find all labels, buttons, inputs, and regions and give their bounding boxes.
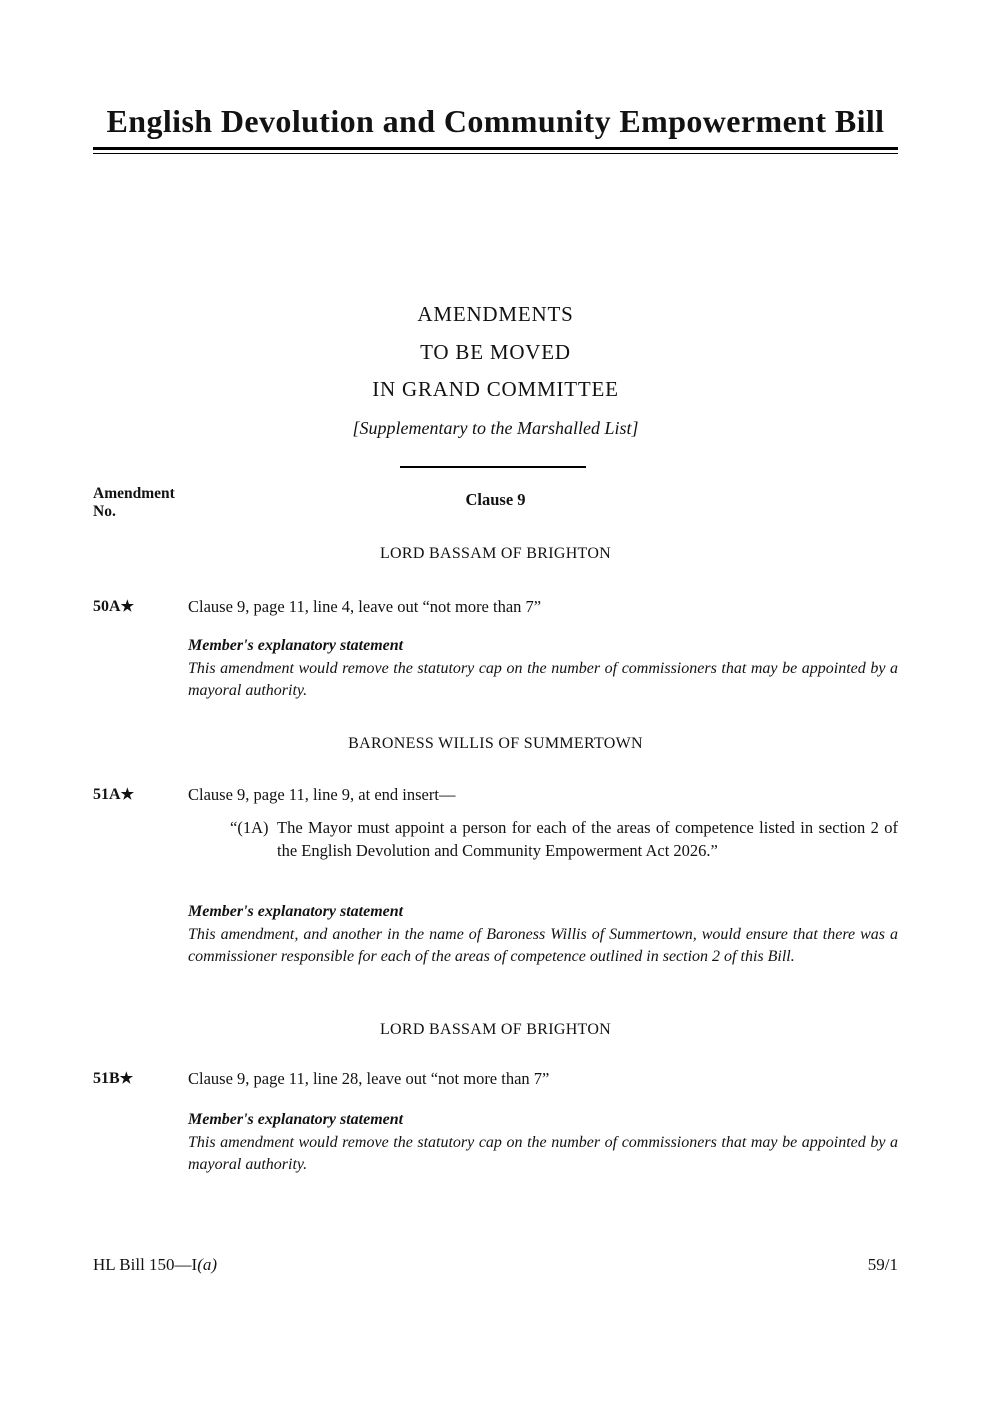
amendment-row-51B [93,1069,898,1089]
new-amendment-star-icon: ★ [119,1071,134,1087]
amendment-number [93,1069,133,1088]
inserted-subsection-label: “(1A) [230,818,269,837]
footer-bill-number [93,1255,217,1275]
inserted-text-block [230,816,898,862]
amendment-instruction: Clause 9, page 11, line 9, at end insert— [188,785,456,804]
amendment-label: Amendment [93,485,175,502]
clause-heading: Clause 9 [465,490,526,509]
amendment-number [93,597,134,616]
new-amendment-star-icon: ★ [120,599,135,615]
amendment-number-text: 50A [93,598,121,615]
sponsor-name: BARONESS WILLIS OF SUMMERTOWN [348,735,643,752]
explanatory-statement-text: This amendment would remove the statutory cap on the number of commissioners that may be appointed by a mayoral authority. [188,660,898,699]
explanatory-statement-heading: Member's explanatory statement [188,637,404,654]
amendment-number-text: 51A [93,786,121,803]
new-amendment-star-icon: ★ [120,787,135,803]
amendment-instruction: Clause 9, page 11, line 28, leave out “not more than 7” [188,1069,550,1088]
sponsor-name: LORD BASSAM OF BRIGHTON [379,1021,612,1038]
heading-supplementary-note: [Supplementary to the Marshalled List] [352,418,639,438]
explanatory-statement-heading: Member's explanatory statement [188,903,404,920]
bill-title: English Devolution and Community Empowerment Bill [106,103,885,139]
heading-in-grand-committee: IN GRAND COMMITTEE [372,377,619,401]
sponsor-name: LORD BASSAM OF BRIGHTON [379,545,612,562]
no-label: No. [93,503,116,520]
title-rule [93,147,898,154]
footer-page-ref: 59/1 [867,1255,898,1274]
amendment-row-51A [93,785,898,805]
explanatory-statement-heading: Member's explanatory statement [188,1111,404,1128]
footer-bill-number-suffix: (a) [197,1255,218,1274]
amendment-row-50A [93,597,898,617]
explanatory-statement-text: This amendment, and another in the name of Baroness Willis of Summertown, would ensure that there was a commissioner responsible for each of the areas of competence outlined in section 2 of this Bill. [188,926,898,965]
section-divider-rule [400,466,586,468]
amendment-number-text: 51B [93,1070,120,1087]
heading-to-be-moved: TO BE MOVED [420,340,571,364]
heading-amendments: AMENDMENTS [417,302,574,326]
footer-bill-number-text: HL Bill 150—I [93,1255,198,1274]
amendment-number [93,785,134,804]
explanatory-statement-text: This amendment would remove the statutory cap on the number of commissioners that may be appointed by a mayoral authority. [188,1134,898,1173]
amendment-instruction: Clause 9, page 11, line 4, leave out “not more than 7” [188,597,542,616]
inserted-subsection-text: The Mayor must appoint a person for each of the areas of competence listed in section 2 of the English Devolution and Community Empowerment Act 2026.” [277,818,898,860]
